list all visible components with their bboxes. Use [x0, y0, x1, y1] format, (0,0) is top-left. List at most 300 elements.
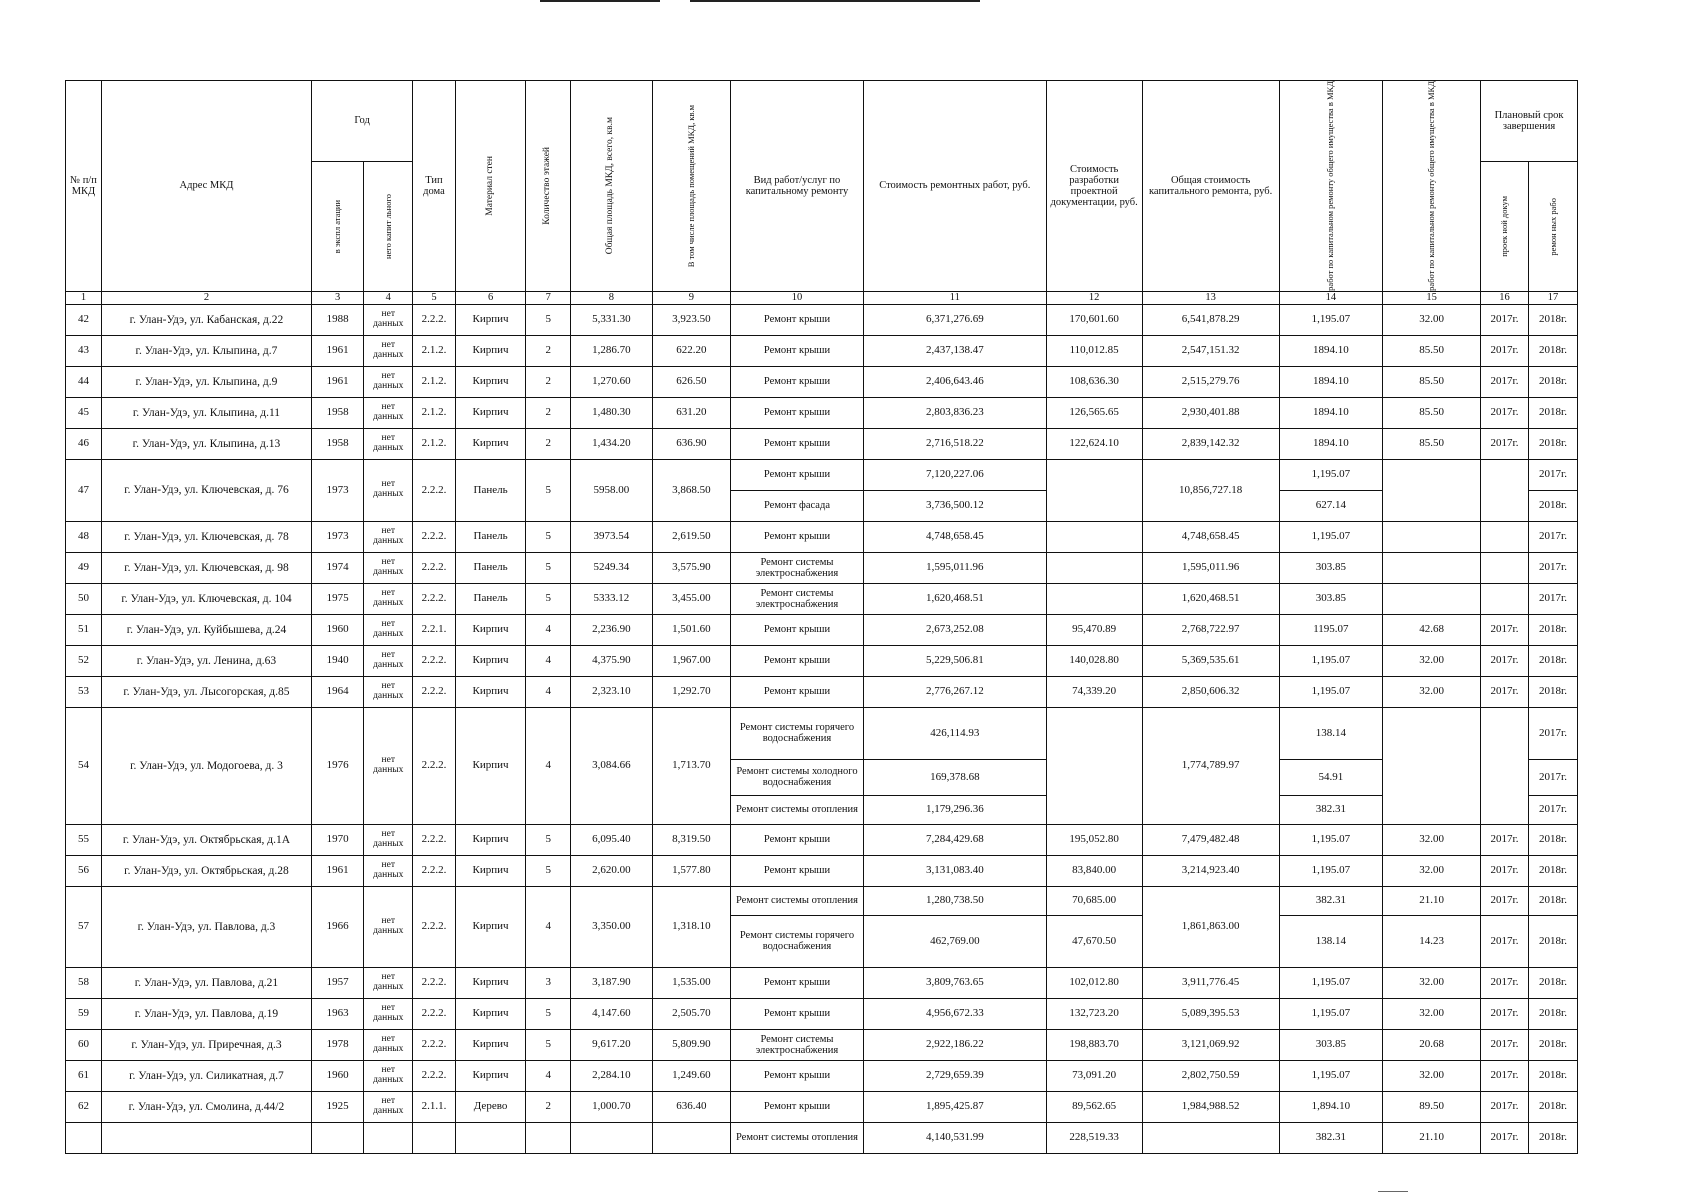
total-cost: 3,911,776.45	[1142, 967, 1279, 998]
col-number: 13	[1142, 291, 1279, 304]
col-header-term-repair-text: ремон ных рабо	[1547, 197, 1558, 256]
table-row	[66, 552, 1578, 583]
col-header-area	[571, 81, 653, 292]
work-type: Ремонт фасада	[731, 490, 864, 521]
work-cost: 3,809,763.65	[863, 967, 1046, 998]
wall-material: Кирпич	[455, 366, 526, 397]
project-cost: 170,601.60	[1046, 304, 1142, 335]
premises-area: 636.90	[652, 428, 730, 459]
table-row	[66, 614, 1578, 645]
unit-cost-work: 1,195.07	[1279, 304, 1382, 335]
col-header-total-cost: Общая стоимость капитального ремонта, руб.	[1142, 81, 1279, 292]
total-area: 4,375.90	[571, 645, 653, 676]
col-header-year-capital-text: него капит льного	[382, 193, 393, 259]
empty-cell	[66, 1122, 102, 1153]
year-capital-repair: нет данных	[364, 645, 413, 676]
work-cost: 1,895,425.87	[863, 1091, 1046, 1122]
wall-material: Панель	[455, 521, 526, 552]
mkd-address: г. Улан-Удэ, ул. Клыпина, д.7	[101, 335, 311, 366]
col-number: 3	[312, 291, 364, 304]
premises-area: 1,713.70	[652, 707, 730, 824]
term-project: 2017г.	[1481, 886, 1529, 915]
mkd-address: г. Улан-Удэ, ул. Клыпина, д.11	[101, 397, 311, 428]
table-row	[66, 1122, 1578, 1153]
year-capital-repair: нет данных	[364, 521, 413, 552]
house-type: 2.1.2.	[413, 428, 455, 459]
table-row	[66, 1060, 1578, 1091]
year-capital-repair: нет данных	[364, 886, 413, 967]
premises-area: 626.50	[652, 366, 730, 397]
mkd-number: 60	[66, 1029, 102, 1060]
table-row	[66, 521, 1578, 552]
unit-cost-work: 1894.10	[1279, 397, 1382, 428]
unit-cost-project	[1383, 459, 1481, 521]
term-repair: 2018г.	[1528, 335, 1577, 366]
unit-cost-project: 32.00	[1383, 824, 1481, 855]
unit-cost-project: 85.50	[1383, 335, 1481, 366]
col-header-type: Тип дома	[413, 81, 455, 292]
term-repair: 2018г.	[1528, 397, 1577, 428]
project-cost: 228,519.33	[1046, 1122, 1142, 1153]
term-repair: 2018г.	[1528, 886, 1577, 915]
house-type: 2.2.2.	[413, 967, 455, 998]
work-cost: 426,114.93	[863, 707, 1046, 759]
work-type: Ремонт крыши	[731, 459, 864, 490]
unit-cost-work: 1894.10	[1279, 335, 1382, 366]
project-cost: 132,723.20	[1046, 998, 1142, 1029]
work-type: Ремонт крыши	[731, 1060, 864, 1091]
year-capital-repair: нет данных	[364, 967, 413, 998]
total-cost	[1142, 1122, 1279, 1153]
floor-count: 5	[526, 521, 571, 552]
unit-cost-project: 89.50	[1383, 1091, 1481, 1122]
term-project: 2017г.	[1481, 915, 1529, 967]
year-built: 1925	[312, 1091, 364, 1122]
wall-material: Панель	[455, 459, 526, 521]
work-cost: 1,595,011.96	[863, 552, 1046, 583]
term-project: 2017г.	[1481, 614, 1529, 645]
column-number-row	[66, 291, 1578, 304]
year-built: 1973	[312, 459, 364, 521]
work-type: Ремонт крыши	[731, 366, 864, 397]
work-type: Ремонт системы горячего водоснабжения	[731, 707, 864, 759]
mkd-address: г. Улан-Удэ, ул. Куйбышева, д.24	[101, 614, 311, 645]
table-row	[66, 335, 1578, 366]
unit-cost-work: 1,195.07	[1279, 521, 1382, 552]
unit-cost-project	[1383, 521, 1481, 552]
floor-count: 4	[526, 645, 571, 676]
mkd-number: 43	[66, 335, 102, 366]
work-cost: 2,406,643.46	[863, 366, 1046, 397]
house-type: 2.1.2.	[413, 397, 455, 428]
mkd-address: г. Улан-Удэ, ул. Октябрьская, д.28	[101, 855, 311, 886]
unit-cost-project: 21.10	[1383, 886, 1481, 915]
total-cost: 2,850,606.32	[1142, 676, 1279, 707]
total-area: 9,617.20	[571, 1029, 653, 1060]
mkd-address: г. Улан-Удэ, ул. Ключевская, д. 104	[101, 583, 311, 614]
mkd-address: г. Улан-Удэ, ул. Клыпина, д.13	[101, 428, 311, 459]
total-cost: 2,768,722.97	[1142, 614, 1279, 645]
premises-area: 1,577.80	[652, 855, 730, 886]
project-cost: 47,670.50	[1046, 915, 1142, 967]
work-type: Ремонт системы отопления	[731, 886, 864, 915]
year-built: 1940	[312, 645, 364, 676]
unit-cost-project: 20.68	[1383, 1029, 1481, 1060]
premises-area: 1,249.60	[652, 1060, 730, 1091]
wall-material: Панель	[455, 552, 526, 583]
year-built: 1974	[312, 552, 364, 583]
col-header-14-text: работ по капитальном ремонту общего имущества в МКД	[1325, 81, 1336, 291]
empty-cell	[571, 1122, 653, 1153]
col-number: 2	[101, 291, 311, 304]
wall-material: Кирпич	[455, 645, 526, 676]
premises-area: 3,923.50	[652, 304, 730, 335]
floor-count: 2	[526, 1091, 571, 1122]
work-type: Ремонт крыши	[731, 998, 864, 1029]
work-cost: 2,437,138.47	[863, 335, 1046, 366]
total-cost: 10,856,727.18	[1142, 459, 1279, 521]
term-project: 2017г.	[1481, 645, 1529, 676]
unit-cost-work: 1,195.07	[1279, 967, 1382, 998]
mkd-address: г. Улан-Удэ, ул. Кабанская, д.22	[101, 304, 311, 335]
mkd-number: 48	[66, 521, 102, 552]
table-row	[66, 397, 1578, 428]
unit-cost-work: 303.85	[1279, 552, 1382, 583]
wall-material: Кирпич	[455, 614, 526, 645]
year-built: 1978	[312, 1029, 364, 1060]
work-type: Ремонт системы горячего водоснабжения	[731, 915, 864, 967]
work-cost: 2,803,836.23	[863, 397, 1046, 428]
term-project: 2017г.	[1481, 335, 1529, 366]
table-row	[66, 855, 1578, 886]
total-area: 1,286.70	[571, 335, 653, 366]
total-area: 3973.54	[571, 521, 653, 552]
year-built: 1961	[312, 335, 364, 366]
wall-material: Кирпич	[455, 676, 526, 707]
unit-cost-work: 1894.10	[1279, 428, 1382, 459]
year-built: 1958	[312, 428, 364, 459]
total-cost: 2,547,151.32	[1142, 335, 1279, 366]
term-project	[1481, 707, 1529, 824]
total-area: 4,147.60	[571, 998, 653, 1029]
term-project: 2017г.	[1481, 967, 1529, 998]
year-built: 1961	[312, 855, 364, 886]
term-repair: 2017г.	[1528, 707, 1577, 759]
term-project: 2017г.	[1481, 1029, 1529, 1060]
floor-count: 5	[526, 552, 571, 583]
header-row	[66, 81, 1578, 162]
term-project: 2017г.	[1481, 998, 1529, 1029]
term-repair: 2017г.	[1528, 552, 1577, 583]
total-cost: 1,595,011.96	[1142, 552, 1279, 583]
unit-cost-work: 1,195.07	[1279, 1060, 1382, 1091]
house-type: 2.2.1.	[413, 614, 455, 645]
project-cost	[1046, 707, 1142, 824]
project-cost	[1046, 521, 1142, 552]
term-repair: 2018г.	[1528, 645, 1577, 676]
col-header-floors	[526, 81, 571, 292]
wall-material: Дерево	[455, 1091, 526, 1122]
term-repair: 2018г.	[1528, 824, 1577, 855]
year-capital-repair: нет данных	[364, 855, 413, 886]
total-area: 1,434.20	[571, 428, 653, 459]
mkd-address: г. Улан-Удэ, ул. Ключевская, д. 76	[101, 459, 311, 521]
mkd-number: 53	[66, 676, 102, 707]
floor-count: 3	[526, 967, 571, 998]
mkd-number: 55	[66, 824, 102, 855]
work-type: Ремонт системы отопления	[731, 795, 864, 824]
work-type: Ремонт крыши	[731, 521, 864, 552]
unit-cost-work: 1,195.07	[1279, 824, 1382, 855]
unit-cost-project: 32.00	[1383, 645, 1481, 676]
house-type: 2.2.2.	[413, 583, 455, 614]
year-capital-repair: нет данных	[364, 998, 413, 1029]
house-type: 2.1.2.	[413, 366, 455, 397]
house-type: 2.2.2.	[413, 459, 455, 521]
wall-material: Кирпич	[455, 824, 526, 855]
work-cost: 1,620,468.51	[863, 583, 1046, 614]
year-built: 1976	[312, 707, 364, 824]
mkd-number: 59	[66, 998, 102, 1029]
mkd-address: г. Улан-Удэ, ул. Павлова, д.21	[101, 967, 311, 998]
unit-cost-project: 85.50	[1383, 366, 1481, 397]
term-repair: 2018г.	[1528, 967, 1577, 998]
col-header-work-type: Вид работ/услуг по капитальному ремонту	[731, 81, 864, 292]
total-cost: 7,479,482.48	[1142, 824, 1279, 855]
mkd-number: 42	[66, 304, 102, 335]
work-type: Ремонт крыши	[731, 428, 864, 459]
premises-area: 2,619.50	[652, 521, 730, 552]
table-row	[66, 304, 1578, 335]
unit-cost-project: 32.00	[1383, 1060, 1481, 1091]
premises-area: 5,809.90	[652, 1029, 730, 1060]
term-repair: 2018г.	[1528, 855, 1577, 886]
work-type: Ремонт крыши	[731, 645, 864, 676]
premises-area: 622.20	[652, 335, 730, 366]
term-repair: 2018г.	[1528, 304, 1577, 335]
term-project	[1481, 583, 1529, 614]
work-type: Ремонт крыши	[731, 614, 864, 645]
term-project	[1481, 459, 1529, 521]
col-number: 17	[1528, 291, 1577, 304]
total-area: 5958.00	[571, 459, 653, 521]
mkd-number: 46	[66, 428, 102, 459]
term-repair: 2017г.	[1528, 583, 1577, 614]
term-repair: 2017г.	[1528, 459, 1577, 490]
term-project: 2017г.	[1481, 366, 1529, 397]
mkd-address: г. Улан-Удэ, ул. Ключевская, д. 78	[101, 521, 311, 552]
wall-material: Кирпич	[455, 304, 526, 335]
total-area: 1,480.30	[571, 397, 653, 428]
term-repair: 2018г.	[1528, 1091, 1577, 1122]
year-built: 1966	[312, 886, 364, 967]
work-type: Ремонт крыши	[731, 335, 864, 366]
mkd-address: г. Улан-Удэ, ул. Павлова, д.19	[101, 998, 311, 1029]
col-number: 11	[863, 291, 1046, 304]
house-type: 2.2.2.	[413, 552, 455, 583]
year-built: 1957	[312, 967, 364, 998]
premises-area: 1,967.00	[652, 645, 730, 676]
wall-material: Кирпич	[455, 707, 526, 824]
premises-area: 1,535.00	[652, 967, 730, 998]
col-number: 8	[571, 291, 653, 304]
house-type: 2.2.2.	[413, 521, 455, 552]
table-row	[66, 1029, 1578, 1060]
year-built: 1975	[312, 583, 364, 614]
work-cost: 2,729,659.39	[863, 1060, 1046, 1091]
work-cost: 4,140,531.99	[863, 1122, 1046, 1153]
mkd-number: 50	[66, 583, 102, 614]
year-capital-repair: нет данных	[364, 614, 413, 645]
mkd-number: 56	[66, 855, 102, 886]
unit-cost-work: 1,195.07	[1279, 459, 1382, 490]
premises-area: 8,319.50	[652, 824, 730, 855]
mkd-number: 44	[66, 366, 102, 397]
unit-cost-work: 382.31	[1279, 1122, 1382, 1153]
col-header-work-cost: Стоимость ремонтных работ, руб.	[863, 81, 1046, 292]
col-header-term-project-text: проек ной докум	[1499, 195, 1510, 257]
col-number: 15	[1383, 291, 1481, 304]
unit-cost-project: 32.00	[1383, 855, 1481, 886]
floor-count: 5	[526, 1029, 571, 1060]
unit-cost-project: 32.00	[1383, 998, 1481, 1029]
house-type: 2.2.2.	[413, 645, 455, 676]
unit-cost-project: 32.00	[1383, 304, 1481, 335]
col-header-term-project	[1481, 161, 1529, 291]
premises-area: 636.40	[652, 1091, 730, 1122]
floor-count: 5	[526, 459, 571, 521]
col-header-area-text: Общая площадь МКД, всего, кв.м	[605, 117, 616, 255]
total-cost: 2,802,750.59	[1142, 1060, 1279, 1091]
total-cost: 4,748,658.45	[1142, 521, 1279, 552]
floor-count: 2	[526, 366, 571, 397]
work-type: Ремонт системы электроснабжения	[731, 583, 864, 614]
total-area: 2,323.10	[571, 676, 653, 707]
mkd-address: г. Улан-Удэ, ул. Октябрьская, д.1А	[101, 824, 311, 855]
work-cost: 3,736,500.12	[863, 490, 1046, 521]
project-cost: 83,840.00	[1046, 855, 1142, 886]
work-type: Ремонт крыши	[731, 824, 864, 855]
col-number: 9	[652, 291, 730, 304]
house-type: 2.2.2.	[413, 855, 455, 886]
work-cost: 1,179,296.36	[863, 795, 1046, 824]
table-row	[66, 645, 1578, 676]
work-cost: 169,378.68	[863, 759, 1046, 795]
empty-cell	[652, 1122, 730, 1153]
work-type: Ремонт системы электроснабжения	[731, 1029, 864, 1060]
total-cost: 5,369,535.61	[1142, 645, 1279, 676]
col-number: 12	[1046, 291, 1142, 304]
col-number: 10	[731, 291, 864, 304]
total-area: 5,331.30	[571, 304, 653, 335]
mkd-number: 51	[66, 614, 102, 645]
project-cost	[1046, 459, 1142, 521]
term-repair: 2018г.	[1528, 614, 1577, 645]
unit-cost-project: 32.00	[1383, 676, 1481, 707]
year-built: 1970	[312, 824, 364, 855]
col-header-material-text: Материал стен	[484, 156, 495, 216]
house-type: 2.2.2.	[413, 1029, 455, 1060]
wall-material: Панель	[455, 583, 526, 614]
unit-cost-project: 42.68	[1383, 614, 1481, 645]
table-body	[66, 304, 1578, 1153]
year-built: 1988	[312, 304, 364, 335]
work-cost: 462,769.00	[863, 915, 1046, 967]
premises-area: 1,501.60	[652, 614, 730, 645]
unit-cost-work: 303.85	[1279, 583, 1382, 614]
premises-area: 3,455.00	[652, 583, 730, 614]
table-row	[66, 998, 1578, 1029]
work-cost: 7,284,429.68	[863, 824, 1046, 855]
total-area: 2,236.90	[571, 614, 653, 645]
house-type: 2.2.2.	[413, 676, 455, 707]
work-cost: 2,673,252.08	[863, 614, 1046, 645]
work-type: Ремонт системы холодного водоснабжения	[731, 759, 864, 795]
wall-material: Кирпич	[455, 998, 526, 1029]
empty-cell	[455, 1122, 526, 1153]
project-cost: 195,052.80	[1046, 824, 1142, 855]
wall-material: Кирпич	[455, 1060, 526, 1091]
col-header-area-premises	[652, 81, 730, 292]
col-header-year-exploit-text: в экспл атации	[332, 199, 343, 253]
total-cost: 3,121,069.92	[1142, 1029, 1279, 1060]
term-repair: 2018г.	[1528, 366, 1577, 397]
unit-cost-work: 382.31	[1279, 795, 1382, 824]
premises-area: 2,505.70	[652, 998, 730, 1029]
total-cost: 1,774,789.97	[1142, 707, 1279, 824]
floor-count: 2	[526, 335, 571, 366]
year-capital-repair: нет данных	[364, 335, 413, 366]
total-cost: 6,541,878.29	[1142, 304, 1279, 335]
col-header-area-premises-text: В том числе площадь помещений МКД, кв.м	[685, 104, 696, 268]
term-project: 2017г.	[1481, 1060, 1529, 1091]
project-cost: 140,028.80	[1046, 645, 1142, 676]
col-header-address: Адрес МКД	[101, 81, 311, 292]
work-cost: 5,229,506.81	[863, 645, 1046, 676]
mkd-address: г. Улан-Удэ, ул. Силикатная, д.7	[101, 1060, 311, 1091]
top-rule-left	[540, 0, 660, 2]
col-header-14	[1279, 81, 1382, 292]
premises-area: 1,318.10	[652, 886, 730, 967]
floor-count: 4	[526, 886, 571, 967]
mkd-number: 57	[66, 886, 102, 967]
work-type: Ремонт крыши	[731, 676, 864, 707]
term-repair: 2018г.	[1528, 1060, 1577, 1091]
year-built: 1973	[312, 521, 364, 552]
total-cost: 1,984,988.52	[1142, 1091, 1279, 1122]
unit-cost-work: 1,195.07	[1279, 645, 1382, 676]
unit-cost-work: 1,894.10	[1279, 1091, 1382, 1122]
col-number: 16	[1481, 291, 1529, 304]
total-cost: 3,214,923.40	[1142, 855, 1279, 886]
col-header-year: Год	[312, 81, 413, 162]
wall-material: Кирпич	[455, 428, 526, 459]
term-repair: 2018г.	[1528, 1122, 1577, 1153]
table-row	[66, 583, 1578, 614]
project-cost: 122,624.10	[1046, 428, 1142, 459]
floor-count: 2	[526, 397, 571, 428]
work-cost: 7,120,227.06	[863, 459, 1046, 490]
house-type: 2.2.2.	[413, 1060, 455, 1091]
house-type: 2.2.2.	[413, 886, 455, 967]
house-type: 2.2.2.	[413, 998, 455, 1029]
wall-material: Кирпич	[455, 967, 526, 998]
year-capital-repair: нет данных	[364, 428, 413, 459]
term-repair: 2018г.	[1528, 676, 1577, 707]
term-repair: 2018г.	[1528, 1029, 1577, 1060]
term-project: 2017г.	[1481, 676, 1529, 707]
house-type: 2.2.2.	[413, 707, 455, 824]
